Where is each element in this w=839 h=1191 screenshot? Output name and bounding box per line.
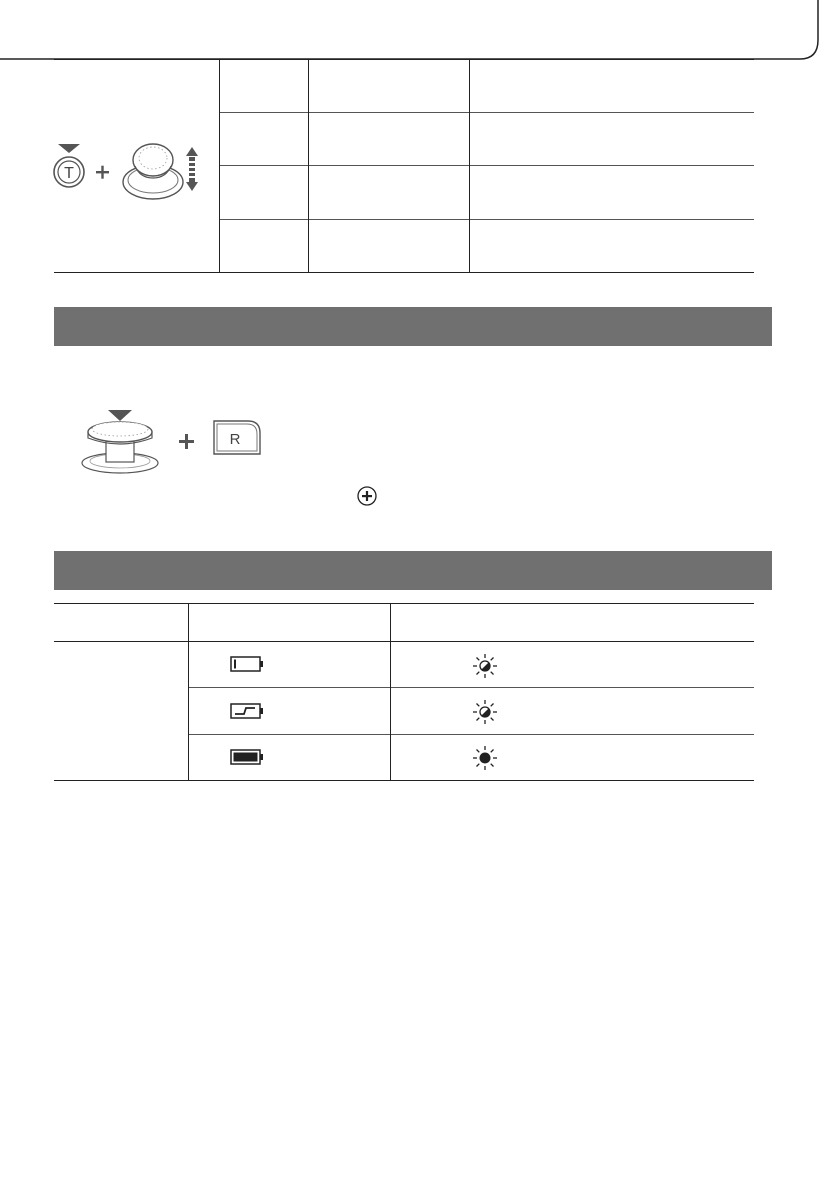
joystick-r-button-illustration xyxy=(80,408,270,478)
led-half-icon xyxy=(472,699,498,725)
press-arrow-icon xyxy=(58,144,80,153)
battery-low-icon xyxy=(230,656,264,672)
section-header-2 xyxy=(54,551,772,590)
page-cut-mark xyxy=(0,0,839,60)
circled-plus-icon xyxy=(356,485,378,507)
t-button-label: T xyxy=(64,165,74,182)
t-button-joystick-illustration xyxy=(50,138,210,208)
press-arrow-icon xyxy=(108,410,132,421)
battery-full-icon xyxy=(230,749,264,765)
r-button-label: R xyxy=(229,431,241,448)
led-half-icon xyxy=(472,653,498,679)
led-full-icon xyxy=(472,745,498,771)
battery-charging-icon xyxy=(230,703,264,719)
section-header-1 xyxy=(54,307,772,346)
